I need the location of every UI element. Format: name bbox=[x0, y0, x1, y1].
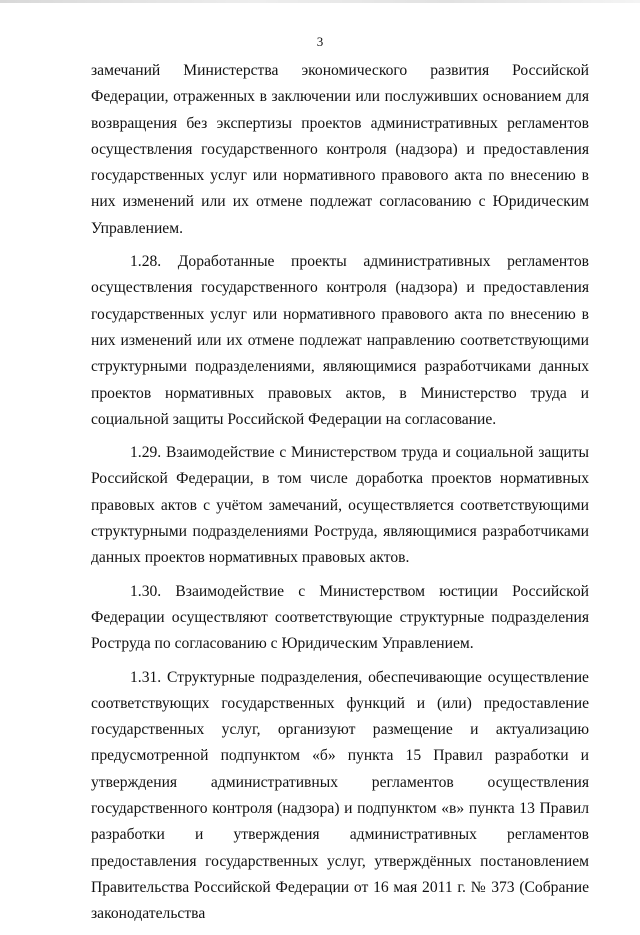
paragraph-1-30 bbox=[91, 579, 589, 658]
page-number: 3 bbox=[316, 34, 324, 49]
paragraph-text: замечаний Министерства экономического развития Российской Федерации, отраженных в заключении или послуживших основанием для возвращения без экспертизы проектов административных регламентов осуществления государственного контроля (надзора) и предоставления государственных услуг или нормативного правового акта по внесению в них изменений или их отмене подлежат согласованию с Юридическим Управлением. bbox=[91, 62, 589, 237]
clause-number: 1.29. bbox=[130, 444, 162, 462]
paragraph-text: Доработанные проекты административных регламентов осуществления государственного контроля (надзора) и предоставления государственных услуг или нормативного правового акта по внесению в них изменений или их отмене подлежат направлению соответствующими структурными подразделениями, являющимися разработчиками данных проектов нормативных правовых актов, в Министерство труда и социальной защиты Российской Федерации на согласование. bbox=[91, 253, 590, 428]
paragraph-1-28 bbox=[91, 249, 589, 433]
scan-top-edge bbox=[0, 0, 640, 3]
clause-number: 1.30. bbox=[130, 582, 162, 600]
clause-number: 1.31. bbox=[130, 668, 162, 686]
paragraph-1-31 bbox=[91, 665, 589, 928]
paragraph-text: Взаимодействие с Министерством труда и социальной защиты Российской Федерации, в том числе доработка проектов нормативных правовых актов с учётом замечаний, осуществляется соответствующими структурными подразделениями Роструда, являющимися разработчиками данных проектов нормативных правовых актов. bbox=[91, 444, 589, 567]
paragraph-continuation bbox=[91, 58, 589, 242]
document-body bbox=[91, 58, 589, 935]
paragraph-text: Взаимодействие с Министерством юстиции Российской Федерации осуществляют соответствующие структурные подразделения Роструда по согласованию с Юридическим Управлением. bbox=[91, 582, 590, 653]
paragraph-text: Структурные подразделения, обеспечивающие осуществление соответствующих государственных функций и (или) предоставление государственных услуг, организуют размещение и актуализацию предусмотренной подпунктом «б» пункта 15 Правил разработки и утверждения административных регламентов осуществления государственного контроля (надзора) и подпунктом «в» пункта 13 Правил разработки и утверждения административных регламентов предоставления государственных услуг, утверждённых постановлением Правительства Российской Федерации от 16 мая 2011 г. № 373 (Собрание законодательства bbox=[91, 668, 589, 923]
paragraph-1-29 bbox=[91, 440, 589, 571]
clause-number: 1.28. bbox=[130, 253, 162, 271]
